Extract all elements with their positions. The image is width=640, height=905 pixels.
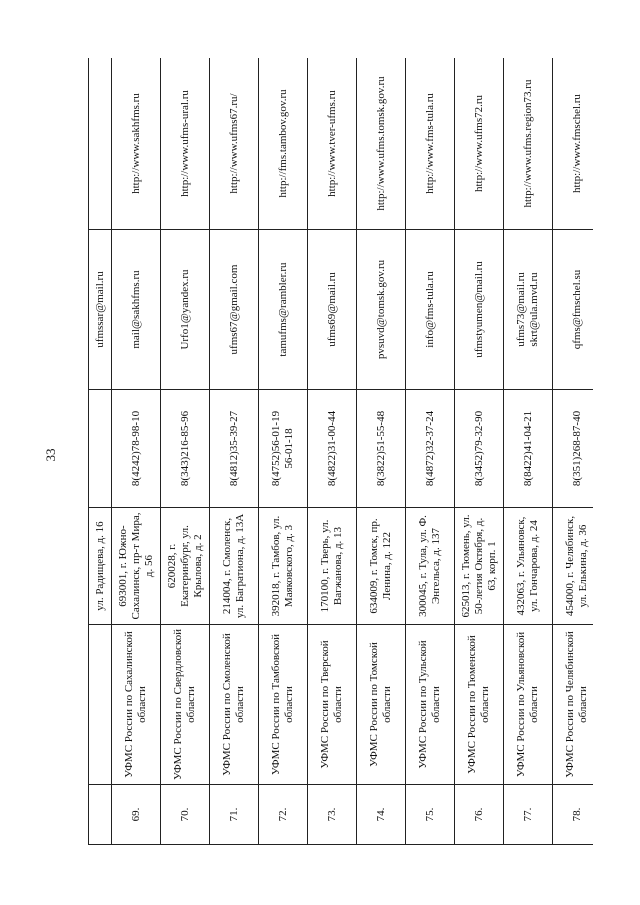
cell-address: 634009, г. Томск, пр. Ленина, д. 122 [357, 508, 406, 625]
cell-email: pvsuvd@tomsk.gov.ru [357, 230, 406, 390]
cell-address: 392018, г. Тамбов, ул. Маяковского, д. 3 [259, 508, 308, 625]
cell-address: 454000, г. Челябинск, ул. Елькина, д. 36 [553, 508, 594, 625]
cell-email: ufms67@gmail.com [210, 230, 259, 390]
cell-site: http://www.ufms.tomsk.gov.ru [357, 58, 406, 230]
cell-email: qfms@fmschel.su [553, 230, 594, 390]
cell-num: 69. [112, 785, 161, 845]
cell-phone: 8(4872)32-37-24 [406, 390, 455, 508]
cell-email: ufms69@mail.ru [308, 230, 357, 390]
cell-num: 73. [308, 785, 357, 845]
cell-num: 74. [357, 785, 406, 845]
cell-address: 432063, г. Ульяновск, ул. Гончарова, д. 24 [504, 508, 553, 625]
cell-email: mail@sakhfms.ru [112, 230, 161, 390]
cell-phone [89, 390, 112, 508]
cell-phone: 8(4242)78-98-10 [112, 390, 161, 508]
cell-address: 214004, г. Смоленск, ул. Багратиона, д. 13А [210, 508, 259, 625]
cell-phone: 8(351)268-87-40 [553, 390, 594, 508]
table-row [455, 58, 504, 845]
cell-org [89, 625, 112, 785]
cell-site: http://www.ufms.region73.ru [504, 58, 553, 230]
cell-org: УФМС России по Тульской области [406, 625, 455, 785]
cell-site: http://www.fmschel.ru [553, 58, 594, 230]
rotated-table [88, 58, 593, 845]
cell-org: УФМС России по Тверской области [308, 625, 357, 785]
cell-site: http://www.tver-ufms.ru [308, 58, 357, 230]
continuation-row [89, 58, 112, 845]
cell-num: 75. [406, 785, 455, 845]
cell-phone: 8(4752)56-01-19 56-01-18 [259, 390, 308, 508]
cell-address: 693001, г. Южно-Сахалинск, пр-т Мира, д. 56 [112, 508, 161, 625]
cell-num: 72. [259, 785, 308, 845]
table-container [88, 58, 593, 845]
cell-phone: 8(4822)31-00-44 [308, 390, 357, 508]
cell-phone: 8(343)216-85-96 [161, 390, 210, 508]
cell-email: ufmssar@mail.ru [89, 230, 112, 390]
cell-site: http://www.fms-tula.ru [406, 58, 455, 230]
cell-address: 620028, г. Екатеринбург, ул. Крылова, д. 2 [161, 508, 210, 625]
table-row [357, 58, 406, 845]
cell-site: http://www.ufms-ural.ru [161, 58, 210, 230]
cell-org: УФМС России по Сахалинской области [112, 625, 161, 785]
table-row [259, 58, 308, 845]
table-row [406, 58, 455, 845]
cell-address: 170100, г. Тверь, ул. Вагжанова, д. 13 [308, 508, 357, 625]
cell-num: 71. [210, 785, 259, 845]
table-row [161, 58, 210, 845]
cell-phone: 8(3822)51-55-48 [357, 390, 406, 508]
cell-site [89, 58, 112, 230]
cell-num [89, 785, 112, 845]
cell-org: УФМС России по Ульяновской области [504, 625, 553, 785]
cell-site: http://www.ufms72.ru [455, 58, 504, 230]
cell-org: УФМС России по Смоленской области [210, 625, 259, 785]
cell-org: УФМС России по Тюменской области [455, 625, 504, 785]
cell-address: 625013, г. Тюмень, ул. 50-летия Октября, д. 63, корп. 1 [455, 508, 504, 625]
fms-directory-table [88, 58, 593, 845]
cell-site: http://fms.tambov.gov.ru [259, 58, 308, 230]
cell-org: УФМС России по Томской области [357, 625, 406, 785]
cell-email: ufms73@mail.ru skrt@ula.mvd.ru [504, 230, 553, 390]
cell-address: ул. Радищева, д. 16 [89, 508, 112, 625]
cell-num: 76. [455, 785, 504, 845]
cell-site: http://www.sakhfms.ru [112, 58, 161, 230]
table-row [553, 58, 594, 845]
table-row [210, 58, 259, 845]
cell-address: 300045, г. Тула, ул. Ф. Энгельса, д. 137 [406, 508, 455, 625]
table-row [504, 58, 553, 845]
cell-email: info@fms-tula.ru [406, 230, 455, 390]
cell-org: УФМС России по Челябинской области [553, 625, 594, 785]
cell-num: 77. [504, 785, 553, 845]
table-row [112, 58, 161, 845]
cell-num: 70. [161, 785, 210, 845]
cell-org: УФМС России по Свердловской области [161, 625, 210, 785]
cell-org: УФМС России по Тамбовской области [259, 625, 308, 785]
cell-phone: 8(8422)41-04-21 [504, 390, 553, 508]
cell-email: tamufms@rambler.ru [259, 230, 308, 390]
cell-email: Urfo1@yandex.ru [161, 230, 210, 390]
cell-site: http://www.ufms67.ru/ [210, 58, 259, 230]
page-number: 33 [43, 448, 58, 462]
table-row [308, 58, 357, 845]
cell-email: ufmstyumen@mail.ru [455, 230, 504, 390]
cell-num: 78. [553, 785, 594, 845]
cell-phone: 8(3452)79-32-90 [455, 390, 504, 508]
cell-phone: 8(4812)35-39-27 [210, 390, 259, 508]
